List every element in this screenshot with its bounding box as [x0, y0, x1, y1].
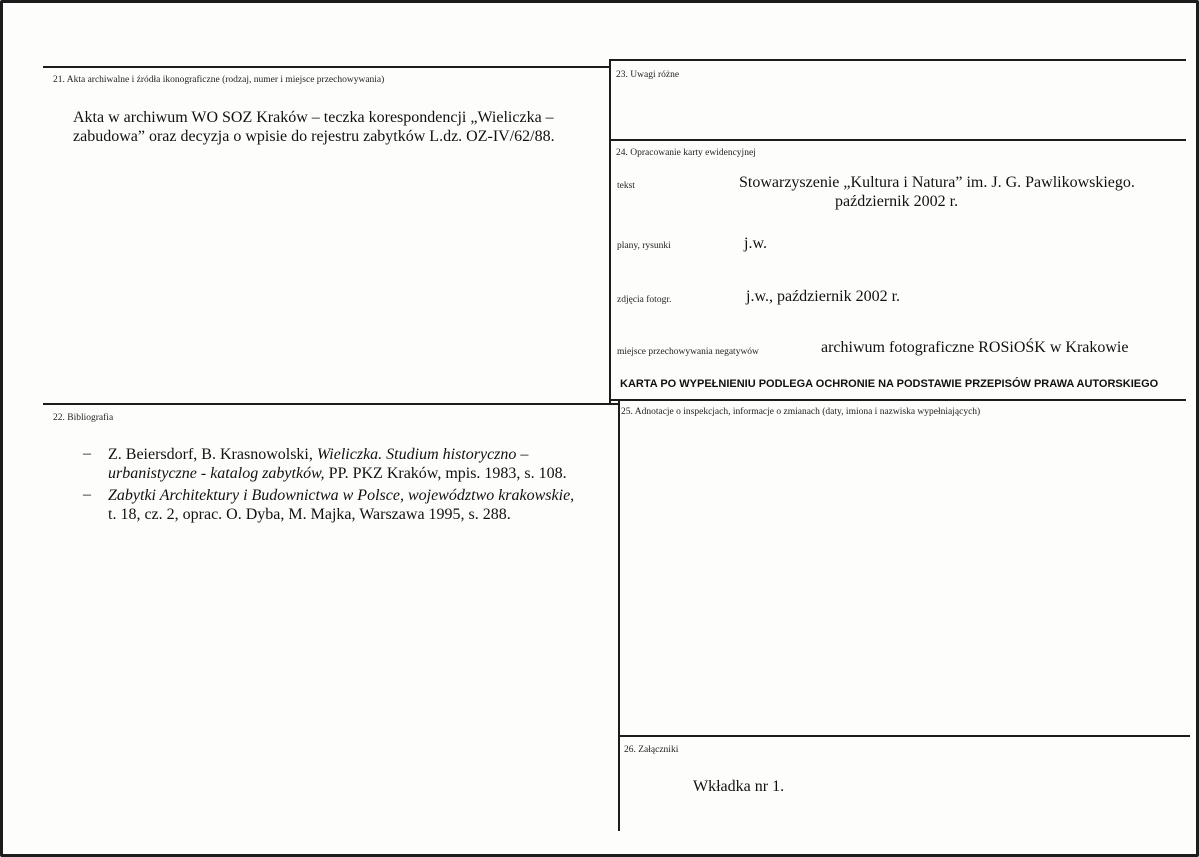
sec21-text-line2: zabudowa” oraz decyzja o wpisie do rejestru zabytków L.dz. OZ-IV/62/88.	[73, 128, 555, 145]
sec21-label: 21. Akta archiwalne i źródła ikonograficzne (rodzaj, numer i miejsce przechowywania)	[53, 75, 385, 85]
zdjecia-label: zdjęcia fotogr.	[617, 295, 672, 305]
sec26-label: 26. Załączniki	[624, 745, 679, 755]
bullet-dash-1: –	[83, 445, 91, 462]
rule-top-right	[610, 59, 1186, 61]
bullet-dash-2: –	[83, 486, 91, 503]
bibliography-item-1-line2: urbanistyczne - katalog zabytków, PP. PKZ Kraków, mpis. 1983, s. 108.	[108, 465, 567, 482]
attachment-value: Wkładka nr 1.	[693, 778, 785, 795]
rule-mid-right	[610, 399, 1186, 401]
rule-center-vertical	[609, 59, 611, 403]
rule-top-left	[43, 66, 610, 68]
bibliography-item-2-line1: Zabytki Architektury i Budownictwa w Polsce, województwo krakowskie,	[108, 487, 575, 504]
plany-label: plany, rysunki	[617, 241, 671, 251]
bibliography-item-2-line2: t. 18, cz. 2, oprac. O. Dyba, M. Majka, Warszawa 1995, s. 288.	[108, 506, 511, 523]
rule-center-vertical-lower	[618, 401, 620, 831]
tekst-label: tekst	[617, 181, 635, 191]
plany-value: j.w.	[744, 235, 767, 252]
sec23-label: 23. Uwagi różne	[616, 70, 680, 80]
sec25-label: 25. Adnotacje o inspekcjach, informacje o zmianach (daty, imiona i nazwiska wypełniających)	[621, 407, 981, 417]
sec24-label: 24. Opracowanie karty ewidencyjnej	[616, 148, 756, 158]
rule-25-26	[619, 735, 1190, 737]
tekst-value-line2: październik 2002 r.	[835, 193, 959, 210]
negatywy-value: archiwum fotograficzne ROSiOŚK w Krakowie	[821, 339, 1129, 356]
rule-mid-left	[43, 403, 619, 405]
bibliography-item-1-line1: Z. Beiersdorf, B. Krasnowolski, Wieliczka. Studium historyczno –	[108, 446, 529, 463]
rule-23-24	[610, 139, 1186, 141]
negatywy-label: miejsce przechowywania negatywów	[617, 347, 759, 357]
tekst-value-line1: Stowarzyszenie „Kultura i Natura” im. J. G. Pawlikowskiego.	[739, 174, 1135, 191]
copyright-notice: KARTA PO WYPEŁNIENIU PODLEGA OCHRONIE NA PODSTAWIE PRZEPISÓW PRAWA AUTORSKIEGO	[620, 378, 1159, 390]
sec21-text-line1: Akta w archiwum WO SOZ Kraków – teczka korespondencji „Wieliczka –	[73, 109, 554, 126]
sec22-label: 22. Bibliografia	[53, 413, 114, 423]
zdjecia-value: j.w., październik 2002 r.	[746, 288, 901, 305]
